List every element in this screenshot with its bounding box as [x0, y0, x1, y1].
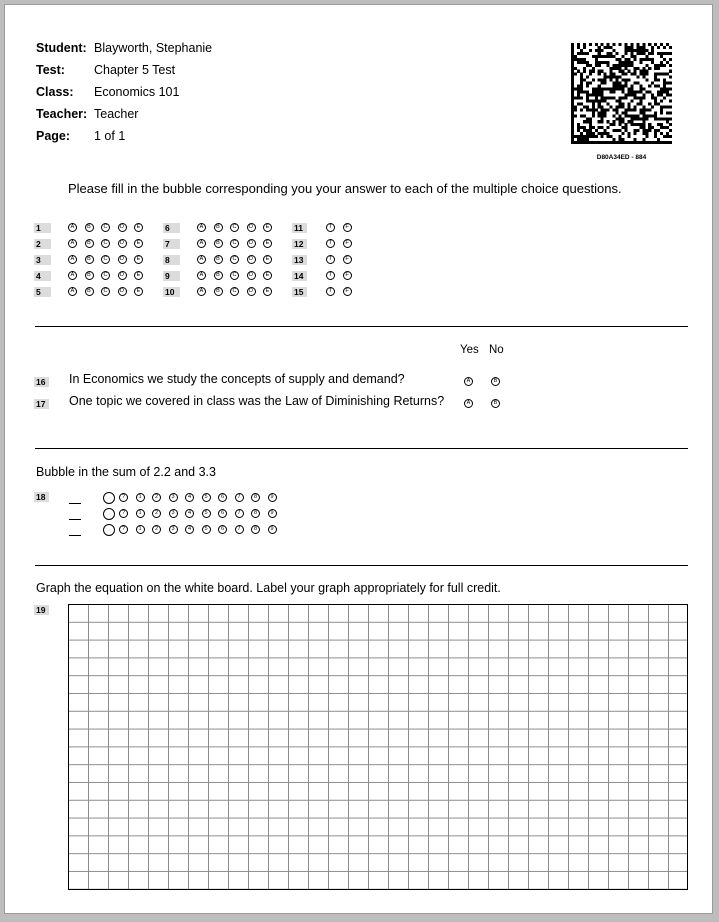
answer-bubble-e[interactable]: E — [134, 239, 143, 248]
answer-bubble-d[interactable]: D — [118, 223, 127, 232]
data-matrix-barcode — [571, 43, 672, 144]
answer-bubble-a[interactable]: A — [197, 255, 206, 264]
answer-bubble-d[interactable]: D — [118, 287, 127, 296]
answer-bubble-b[interactable]: B — [85, 223, 94, 232]
answer-bubble-d[interactable]: D — [118, 239, 127, 248]
digit-bubble[interactable]: 2 — [152, 525, 161, 534]
answer-bubble-a[interactable]: A — [197, 239, 206, 248]
answer-sheet-page — [4, 4, 713, 914]
answer-bubble-b[interactable]: B — [214, 271, 223, 280]
answer-bubble-c[interactable]: C — [230, 287, 239, 296]
answer-bubble-f[interactable]: F — [343, 255, 352, 264]
question-number: 5 — [34, 287, 51, 297]
digit-bubble[interactable]: 6 — [218, 493, 227, 502]
digit-bubble[interactable]: 3 — [169, 509, 178, 518]
question-number: 13 — [292, 255, 307, 265]
answer-bubble-b[interactable]: B — [85, 239, 94, 248]
answer-bubble-b[interactable]: B — [85, 287, 94, 296]
digit-bubble[interactable]: 5 — [202, 493, 211, 502]
test-label: Test: — [36, 63, 65, 77]
answer-bubble-b[interactable]: B — [85, 255, 94, 264]
digit-bubble[interactable]: 3 — [169, 493, 178, 502]
page-label: Page: — [36, 129, 71, 143]
answer-bubble-a[interactable]: A — [197, 271, 206, 280]
answer-bubble-c[interactable]: C — [101, 255, 110, 264]
class-value: Economics 101 — [94, 85, 180, 99]
question-number: 1 — [34, 223, 51, 233]
question-number: 14 — [292, 271, 307, 281]
answer-blank — [69, 503, 81, 504]
digit-bubble[interactable]: 8 — [251, 509, 260, 518]
question-number: 18 — [34, 492, 49, 502]
digit-bubble[interactable]: 8 — [251, 525, 260, 534]
student-label: Student: — [36, 41, 87, 55]
question-number: 9 — [163, 271, 180, 281]
question-number: 11 — [292, 223, 307, 233]
answer-bubble-d[interactable]: D — [118, 271, 127, 280]
digit-bubble[interactable]: 5 — [202, 525, 211, 534]
answer-bubble-f[interactable]: F — [343, 287, 352, 296]
digit-bubble[interactable]: 9 — [268, 525, 277, 534]
question-number: 19 — [34, 605, 49, 615]
answer-bubble-e[interactable]: E — [263, 271, 272, 280]
instructions: Please fill in the bubble corresponding you your answer to each of the multiple choice questions. — [68, 181, 622, 196]
digit-bubble[interactable]: 2 — [152, 509, 161, 518]
answer-bubble-f[interactable]: F — [343, 223, 352, 232]
answer-bubble-d[interactable]: D — [247, 287, 256, 296]
answer-bubble-a[interactable]: A — [68, 223, 77, 232]
digit-bubble[interactable]: 1 — [136, 525, 145, 534]
test-value: Chapter 5 Test — [94, 63, 176, 77]
answer-bubble-c[interactable]: C — [101, 239, 110, 248]
answer-bubble-t[interactable]: T — [326, 271, 335, 280]
answer-bubble-c[interactable]: C — [230, 223, 239, 232]
answer-bubble-d[interactable]: D — [247, 223, 256, 232]
question-text: In Economics we study the concepts of supply and demand? — [69, 372, 405, 386]
answer-bubble-a[interactable]: A — [68, 255, 77, 264]
no-header: No — [489, 344, 504, 356]
answer-bubble-b[interactable]: B — [214, 239, 223, 248]
answer-bubble-a[interactable]: A — [197, 287, 206, 296]
digit-bubble[interactable]: 8 — [251, 493, 260, 502]
answer-bubble-c[interactable]: C — [230, 255, 239, 264]
digit-bubble[interactable]: 9 — [268, 509, 277, 518]
digit-bubble[interactable]: 1 — [136, 509, 145, 518]
digit-bubble[interactable]: 4 — [185, 493, 194, 502]
digit-bubble[interactable]: 6 — [218, 525, 227, 534]
decimal-bubble[interactable] — [103, 524, 115, 536]
decimal-bubble[interactable] — [103, 492, 115, 504]
numeric-prompt: Bubble in the sum of 2.2 and 3.3 — [36, 465, 216, 479]
answer-bubble-d[interactable]: D — [247, 239, 256, 248]
answer-bubble-c[interactable]: C — [101, 287, 110, 296]
answer-bubble-a[interactable]: A — [68, 239, 77, 248]
answer-bubble-d[interactable]: D — [247, 271, 256, 280]
answer-bubble-e[interactable]: E — [134, 287, 143, 296]
answer-bubble-b[interactable]: B — [214, 255, 223, 264]
digit-bubble[interactable]: ? — [119, 509, 128, 518]
answer-bubble-c[interactable]: C — [101, 223, 110, 232]
divider — [35, 565, 688, 566]
digit-bubble[interactable]: ? — [119, 493, 128, 502]
answer-bubble-b[interactable]: B — [85, 271, 94, 280]
answer-bubble-t[interactable]: T — [326, 239, 335, 248]
question-number: 15 — [292, 287, 307, 297]
digit-bubble[interactable]: 6 — [218, 509, 227, 518]
answer-bubble-a[interactable]: A — [197, 223, 206, 232]
question-number: 10 — [163, 287, 180, 297]
page-value: 1 of 1 — [94, 129, 126, 143]
answer-bubble-e[interactable]: E — [263, 223, 272, 232]
divider — [35, 326, 688, 327]
answer-bubble-c[interactable]: C — [101, 271, 110, 280]
answer-bubble-d[interactable]: D — [247, 255, 256, 264]
digit-bubble[interactable]: 4 — [185, 525, 194, 534]
divider — [35, 448, 688, 449]
question-number: 12 — [292, 239, 307, 249]
answer-bubble-e[interactable]: E — [263, 255, 272, 264]
answer-bubble-c[interactable]: C — [230, 239, 239, 248]
digit-bubble[interactable]: 7 — [235, 509, 244, 518]
teacher-value: Teacher — [94, 107, 139, 121]
digit-bubble[interactable]: 3 — [169, 525, 178, 534]
digit-bubble[interactable]: 7 — [235, 525, 244, 534]
digit-bubble[interactable]: 5 — [202, 509, 211, 518]
answer-blank — [69, 519, 81, 520]
question-number: 8 — [163, 255, 180, 265]
question-number: 6 — [163, 223, 180, 233]
digit-bubble[interactable]: 2 — [152, 493, 161, 502]
no-bubble[interactable]: B — [491, 399, 500, 408]
yes-bubble[interactable]: A — [464, 399, 473, 408]
answer-bubble-b[interactable]: B — [214, 287, 223, 296]
class-label: Class: — [36, 85, 74, 99]
graph-grid[interactable] — [68, 604, 688, 890]
answer-bubble-t[interactable]: T — [326, 255, 335, 264]
digit-bubble[interactable]: 9 — [268, 493, 277, 502]
question-text: One topic we covered in class was the Law of Diminishing Returns? — [69, 394, 445, 408]
teacher-label: Teacher: — [36, 107, 88, 121]
no-bubble[interactable]: B — [491, 377, 500, 386]
digit-bubble[interactable]: 4 — [185, 509, 194, 518]
answer-bubble-f[interactable]: F — [343, 271, 352, 280]
answer-bubble-t[interactable]: T — [326, 223, 335, 232]
digit-bubble[interactable]: ? — [119, 525, 128, 534]
answer-bubble-f[interactable]: F — [343, 239, 352, 248]
question-number: 17 — [34, 399, 49, 409]
answer-bubble-e[interactable]: E — [134, 255, 143, 264]
question-number: 7 — [163, 239, 180, 249]
answer-bubble-e[interactable]: E — [263, 239, 272, 248]
answer-bubble-c[interactable]: C — [230, 271, 239, 280]
question-number: 2 — [34, 239, 51, 249]
yes-bubble[interactable]: A — [464, 377, 473, 386]
answer-bubble-b[interactable]: B — [214, 223, 223, 232]
digit-bubble[interactable]: 1 — [136, 493, 145, 502]
answer-bubble-e[interactable]: E — [134, 223, 143, 232]
answer-bubble-a[interactable]: A — [68, 271, 77, 280]
decimal-bubble[interactable] — [103, 508, 115, 520]
answer-bubble-t[interactable]: T — [326, 287, 335, 296]
student-value: Blayworth, Stephanie — [94, 41, 213, 55]
digit-bubble[interactable]: 7 — [235, 493, 244, 502]
answer-bubble-e[interactable]: E — [134, 271, 143, 280]
question-number: 4 — [34, 271, 51, 281]
barcode-caption: D80A34ED - 884 — [596, 154, 647, 161]
answer-bubble-d[interactable]: D — [118, 255, 127, 264]
graph-prompt: Graph the equation on the white board. Label your graph appropriately for full credit. — [36, 581, 501, 595]
question-number: 16 — [34, 377, 49, 387]
answer-bubble-e[interactable]: E — [263, 287, 272, 296]
answer-blank — [69, 535, 81, 536]
yes-header: Yes — [460, 344, 479, 356]
answer-bubble-a[interactable]: A — [68, 287, 77, 296]
question-number: 3 — [34, 255, 51, 265]
